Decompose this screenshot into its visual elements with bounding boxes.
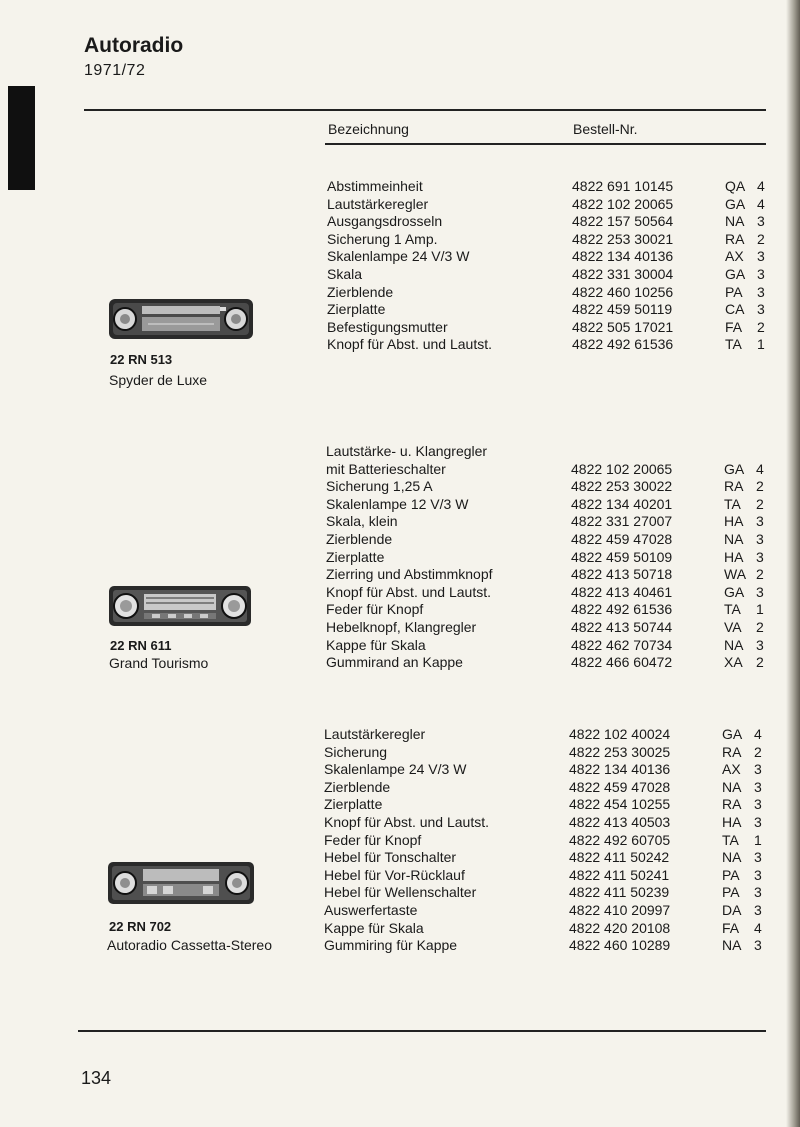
part-price-code: WA <box>724 566 747 583</box>
part-description: Knopf für Abst. und Lautst. <box>324 813 489 830</box>
part-price-code: FA <box>725 318 743 335</box>
part-quantity: 3 <box>756 548 764 565</box>
part-quantity: 3 <box>756 636 764 653</box>
part-quantity: 1 <box>756 601 764 618</box>
part-price-code: AX <box>725 248 744 265</box>
part-quantity: 2 <box>756 566 764 583</box>
part-order-number: 4822 413 50744 <box>571 618 673 635</box>
part-price-code: HA <box>722 813 742 830</box>
part-description: Ausgangsdrosseln <box>327 213 443 230</box>
part-price-code: GA <box>725 265 746 282</box>
column-header-designation: Bezeichnung <box>328 121 409 137</box>
part-quantity: 3 <box>757 301 765 318</box>
part-order-number: 4822 420 20108 <box>569 919 671 936</box>
part-order-number: 4822 253 30021 <box>572 230 674 247</box>
radio-image-22rn513 <box>108 298 254 340</box>
part-order-number: 4822 331 30004 <box>572 265 674 282</box>
part-price-code: GA <box>724 460 745 477</box>
part-quantity: 3 <box>757 213 765 230</box>
part-quantity: 1 <box>757 336 765 353</box>
header-rule <box>325 143 766 145</box>
part-description: Knopf für Abst. und Lautst. <box>326 583 491 600</box>
part-price-code: NA <box>724 530 744 547</box>
part-description: Abstimmeinheit <box>327 178 423 194</box>
part-description: Zierblende <box>326 530 393 547</box>
part-price-code: TA <box>722 831 739 848</box>
part-price-code: TA <box>725 336 742 353</box>
part-quantity: 4 <box>756 460 764 477</box>
part-description: Kappe für Skala <box>324 919 424 936</box>
part-price-code: GA <box>725 195 746 212</box>
part-order-number: 4822 134 40201 <box>571 495 673 512</box>
part-quantity: 3 <box>757 248 765 265</box>
part-quantity: 4 <box>757 178 765 194</box>
part-quantity: 3 <box>754 778 762 795</box>
part-price-code: PA <box>722 866 740 883</box>
part-description: Skalenlampe 24 V/3 W <box>324 761 467 778</box>
part-price-code: NA <box>722 937 742 954</box>
part-quantity: 3 <box>757 283 765 300</box>
part-quantity: 3 <box>754 901 762 918</box>
part-quantity: 3 <box>754 796 762 813</box>
part-price-code: HA <box>724 513 744 530</box>
part-quantity: 3 <box>754 761 762 778</box>
part-description: Gummirand an Kappe <box>326 654 463 671</box>
part-price-code: RA <box>722 743 742 760</box>
part-order-number: 4822 411 50241 <box>569 866 670 883</box>
part-description: Sicherung 1,25 A <box>326 478 433 495</box>
part-quantity: 2 <box>757 318 765 335</box>
part-quantity: 3 <box>754 866 762 883</box>
part-order-number: 4822 134 40136 <box>572 248 674 265</box>
part-description: Hebelknopf, Klangregler <box>326 618 477 635</box>
part-price-code: RA <box>724 478 744 495</box>
page-number: 134 <box>81 1068 112 1088</box>
bottom-rule <box>78 1030 766 1032</box>
part-order-number: 4822 331 27007 <box>571 513 673 530</box>
part-price-code: GA <box>722 726 743 742</box>
part-description: Zierplatte <box>326 548 385 565</box>
part-quantity: 2 <box>754 743 762 760</box>
part-description: Auswerfertaste <box>324 901 418 918</box>
part-order-number: 4822 454 10255 <box>569 796 671 813</box>
part-description: Lautstärke- u. Klangregler <box>326 443 488 459</box>
part-order-number: 4822 459 47028 <box>569 778 671 795</box>
part-price-code: NA <box>725 213 745 230</box>
part-order-number: 4822 460 10256 <box>572 283 674 300</box>
part-description: Zierblende <box>327 283 394 300</box>
part-price-code: HA <box>724 548 744 565</box>
part-description: Gummiring für Kappe <box>324 937 458 954</box>
part-order-number: 4822 413 50718 <box>571 566 673 583</box>
part-order-number: 4822 459 47028 <box>571 530 673 547</box>
part-quantity: 2 <box>756 618 764 635</box>
part-price-code: VA <box>724 618 742 635</box>
part-order-number: 4822 253 30025 <box>569 743 671 760</box>
part-quantity: 3 <box>756 513 764 530</box>
page-subtitle: 1971/72 <box>84 62 146 79</box>
part-price-code: CA <box>725 301 745 318</box>
part-description: Skalenlampe 12 V/3 W <box>326 495 469 512</box>
column-header-order-no: Bestell-Nr. <box>573 121 638 137</box>
part-order-number: 4822 466 60472 <box>571 654 673 671</box>
part-description: Knopf für Abst. und Lautst. <box>327 336 492 353</box>
part-quantity: 4 <box>757 195 765 212</box>
part-quantity: 2 <box>756 654 764 671</box>
part-description: Kappe für Skala <box>326 636 426 653</box>
part-description: Befestigungsmutter <box>327 318 448 335</box>
part-order-number: 4822 462 70734 <box>571 636 673 653</box>
part-description: Zierblende <box>324 778 391 795</box>
part-order-number: 4822 492 61536 <box>571 601 673 618</box>
part-description: Skala, klein <box>326 513 398 530</box>
part-order-number: 4822 411 50239 <box>569 884 670 901</box>
page-title: Autoradio <box>84 34 184 57</box>
model-name: Spyder de Luxe <box>109 372 208 388</box>
part-description: Hebel für Tonschalter <box>324 849 457 866</box>
part-quantity: 4 <box>754 726 762 742</box>
radio-image-22rn702 <box>107 861 255 905</box>
part-price-code: TA <box>724 601 741 618</box>
part-price-code: TA <box>724 495 741 512</box>
part-price-code: PA <box>722 884 740 901</box>
thumb-index-tab <box>0 86 35 190</box>
part-description: Zierplatte <box>324 796 383 813</box>
part-quantity: 3 <box>757 265 765 282</box>
part-quantity: 3 <box>756 583 764 600</box>
part-description: Sicherung <box>324 743 388 760</box>
part-price-code: QA <box>725 178 746 194</box>
part-quantity: 2 <box>756 495 764 512</box>
part-price-code: PA <box>725 283 743 300</box>
part-order-number: 4822 157 50564 <box>572 213 674 230</box>
part-order-number: 4822 691 10145 <box>572 178 674 194</box>
part-quantity: 3 <box>754 813 762 830</box>
part-description: Hebel für Wellenschalter <box>324 884 477 901</box>
part-order-number: 4822 102 20065 <box>572 195 674 212</box>
part-description: Skalenlampe 24 V/3 W <box>327 248 470 265</box>
model-number: 22 RN 513 <box>110 352 173 367</box>
part-description: Zierplatte <box>327 301 386 318</box>
part-order-number: 4822 459 50119 <box>572 301 673 318</box>
part-quantity: 3 <box>754 884 762 901</box>
part-quantity: 2 <box>757 230 765 247</box>
part-order-number: 4822 413 40503 <box>569 813 671 830</box>
part-order-number: 4822 411 50242 <box>569 849 670 866</box>
part-order-number: 4822 413 40461 <box>571 583 673 600</box>
model-name: Autoradio Cassetta-Stereo <box>107 937 272 953</box>
model-name: Grand Tourismo <box>109 655 209 671</box>
part-order-number: 4822 102 20065 <box>571 460 673 477</box>
part-price-code: NA <box>722 778 742 795</box>
page-edge-shadow <box>786 0 800 1127</box>
part-order-number: 4822 253 30022 <box>571 478 673 495</box>
part-price-code: RA <box>725 230 745 247</box>
part-description: Feder für Knopf <box>324 831 422 848</box>
part-description: Lautstärkeregler <box>324 726 426 742</box>
part-price-code: FA <box>722 919 740 936</box>
part-order-number: 4822 460 10289 <box>569 937 671 954</box>
part-quantity: 1 <box>754 831 762 848</box>
part-quantity: 4 <box>754 919 762 936</box>
part-description: Sicherung 1 Amp. <box>327 230 438 247</box>
part-description: Hebel für Vor-Rücklauf <box>324 866 465 883</box>
part-price-code: AX <box>722 761 741 778</box>
part-price-code: DA <box>722 901 742 918</box>
part-order-number: 4822 505 17021 <box>572 318 674 335</box>
part-description: mit Batterieschalter <box>326 460 446 477</box>
part-order-number: 4822 492 61536 <box>572 336 674 353</box>
radio-image-22rn611 <box>108 585 252 627</box>
part-order-number: 4822 102 40024 <box>569 726 671 742</box>
part-price-code: RA <box>722 796 742 813</box>
part-price-code: GA <box>724 583 745 600</box>
part-quantity: 3 <box>754 937 762 954</box>
model-number: 22 RN 702 <box>109 919 172 934</box>
part-description: Lautstärkeregler <box>327 195 429 212</box>
part-order-number: 4822 134 40136 <box>569 761 671 778</box>
part-order-number: 4822 459 50109 <box>571 548 673 565</box>
part-price-code: NA <box>724 636 744 653</box>
part-description: Feder für Knopf <box>326 601 424 618</box>
top-rule <box>84 109 766 111</box>
part-description: Skala <box>327 265 363 282</box>
part-order-number: 4822 492 60705 <box>569 831 671 848</box>
part-order-number: 4822 410 20997 <box>569 901 671 918</box>
part-price-code: XA <box>724 654 743 671</box>
model-number: 22 RN 611 <box>110 638 172 653</box>
part-quantity: 3 <box>754 849 762 866</box>
part-price-code: NA <box>722 849 742 866</box>
part-quantity: 2 <box>756 478 764 495</box>
part-description: Zierring und Abstimmknopf <box>326 566 493 583</box>
part-quantity: 3 <box>756 530 764 547</box>
